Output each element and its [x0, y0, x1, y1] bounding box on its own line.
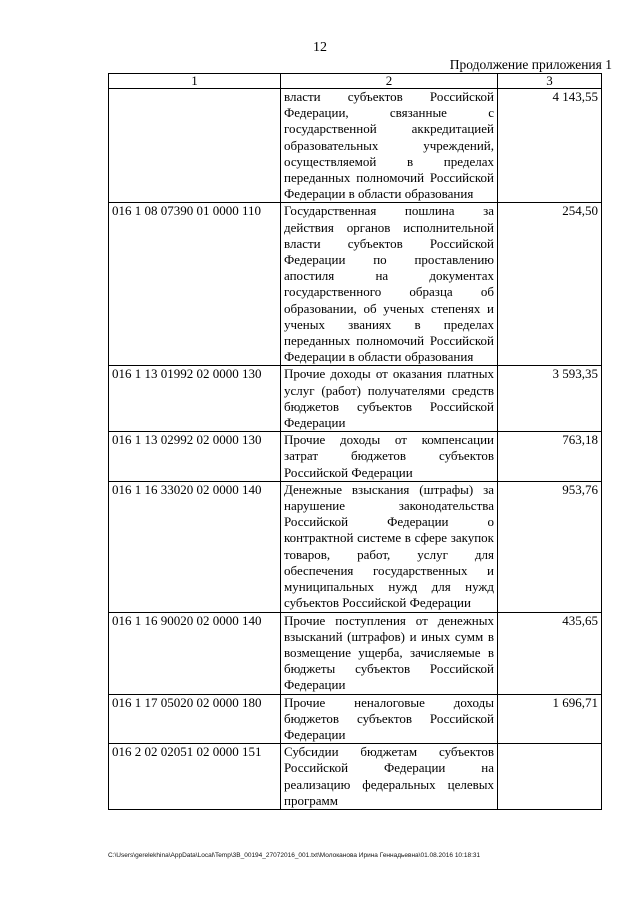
- revenue-code: 016 1 13 01992 02 0000 130: [109, 366, 281, 432]
- revenue-amount: 435,65: [498, 612, 602, 694]
- table-row: [109, 366, 602, 432]
- table-row: [109, 694, 602, 744]
- revenue-description: Государственная пошлина за действия органов исполнительной власти субъектов Российской Федерации по проставлению апостиля на документах государственного образца об образовании, об ученых степенях и ученых званиях в пределах переданных полномочий Российской Федерации в области образования: [281, 203, 498, 366]
- revenue-amount: 254,50: [498, 203, 602, 366]
- revenue-amount: 763,18: [498, 432, 602, 482]
- revenue-code: 016 1 16 33020 02 0000 140: [109, 481, 281, 612]
- revenue-code: 016 1 13 02992 02 0000 130: [109, 432, 281, 482]
- continuation-note: Продолжение приложения 1: [449, 57, 612, 72]
- revenue-amount: 953,76: [498, 481, 602, 612]
- table-header-row: [109, 74, 602, 89]
- revenue-amount: 3 593,35: [498, 366, 602, 432]
- page-number: 12: [313, 40, 327, 55]
- table-row: [109, 612, 602, 694]
- revenue-code: 016 2 02 02051 02 0000 151: [109, 744, 281, 810]
- revenue-code: 016 1 08 07390 01 0000 110: [109, 203, 281, 366]
- revenue-description: Прочие доходы от компенсации затрат бюджетов субъектов Российской Федерации: [281, 432, 498, 482]
- revenue-code: [109, 89, 281, 203]
- revenue-description: Прочие неналоговые доходы бюджетов субъектов Российской Федерации: [281, 694, 498, 744]
- table-row: [109, 481, 602, 612]
- revenue-amount: [498, 744, 602, 810]
- table-row: [109, 744, 602, 810]
- column-header: 1: [109, 74, 281, 89]
- revenue-amount: 4 143,55: [498, 89, 602, 203]
- revenue-description: Субсидии бюджетам субъектов Российской Федерации на реализацию федеральных целевых программ: [281, 744, 498, 810]
- revenue-description: Денежные взыскания (штрафы) за нарушение законодательства Российской Федерации о контрактной системе в сфере закупок товаров, работ, услуг для обеспечения государственных и муниципальных нужд для нужд субъектов Российской Федерации: [281, 481, 498, 612]
- revenue-code: 016 1 17 05020 02 0000 180: [109, 694, 281, 744]
- table-row: [109, 89, 602, 203]
- revenue-description: Прочие доходы от оказания платных услуг (работ) получателями средств бюджетов субъектов Российской Федерации: [281, 366, 498, 432]
- revenue-description: Прочие поступления от денежных взысканий (штрафов) и иных сумм в возмещение ущерба, зачисляемые в бюджеты субъектов Российской Федерации: [281, 612, 498, 694]
- file-path-footer: C:\Users\gerelekhina\AppData\Local\Temp\3B_00194_27072016_001.txt\Молоканова Ирина Геннадьевна\01.08.2016 10:18:31: [108, 852, 481, 859]
- table-row: [109, 203, 602, 366]
- revenue-description: власти субъектов Российской Федерации, связанные с государственной аккредитацией образовательных учреждений, осуществляемой в пределах переданных полномочий Российской Федерации в области образования: [281, 89, 498, 203]
- revenue-amount: 1 696,71: [498, 694, 602, 744]
- table-row: [109, 432, 602, 482]
- revenue-code: 016 1 16 90020 02 0000 140: [109, 612, 281, 694]
- column-header: 3: [498, 74, 602, 89]
- column-header: 2: [281, 74, 498, 89]
- appendix-table: [108, 73, 602, 810]
